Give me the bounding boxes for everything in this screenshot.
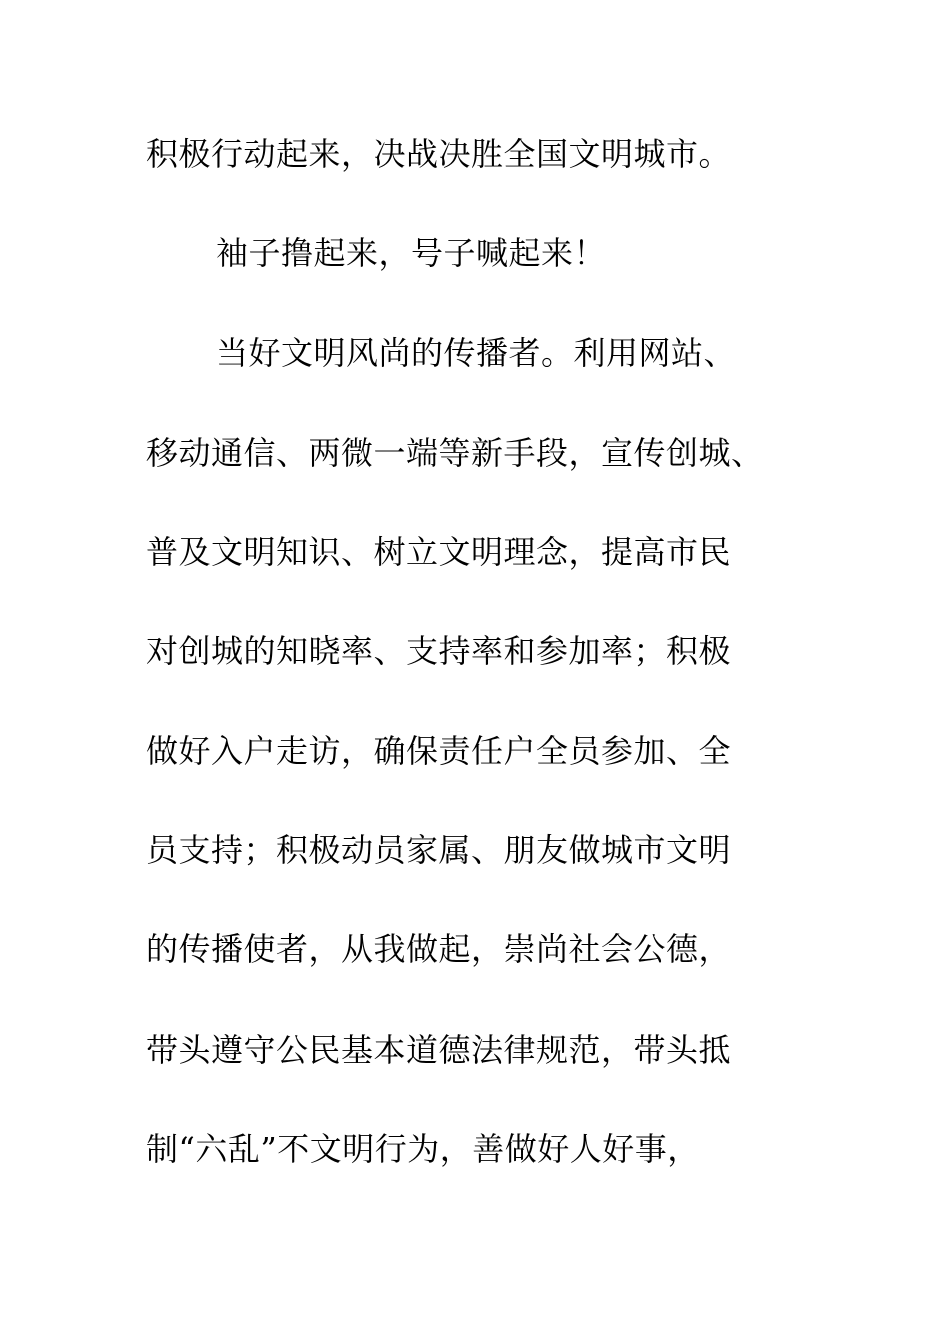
text-line-10: 带头遵守公民基本道德法律规范，带头抵 [146,1031,732,1069]
text-line-4: 移动通信、两微一端等新手段，宣传创城、 [146,434,764,472]
text-line-6: 对创城的知晓率、支持率和参加率；积极 [146,632,732,670]
text-line-2: 袖子撸起来，号子喊起来！ [216,234,607,272]
text-line-3: 当好文明风尚的传播者。利用网站、 [216,334,737,372]
text-line-8: 员支持；积极动员家属、朋友做城市文明 [146,831,732,869]
text-line-11: 制“六乱”不文明行为，善做好人好事， [146,1130,700,1168]
text-line-9: 的传播使者，从我做起，崇尚社会公德， [146,930,732,968]
text-line-7: 做好入户走访，确保责任户全员参加、全 [146,732,732,770]
text-line-1: 积极行动起来，决战决胜全国文明城市。 [146,135,732,173]
text-line-5: 普及文明知识、树立文明理念，提高市民 [146,533,732,571]
